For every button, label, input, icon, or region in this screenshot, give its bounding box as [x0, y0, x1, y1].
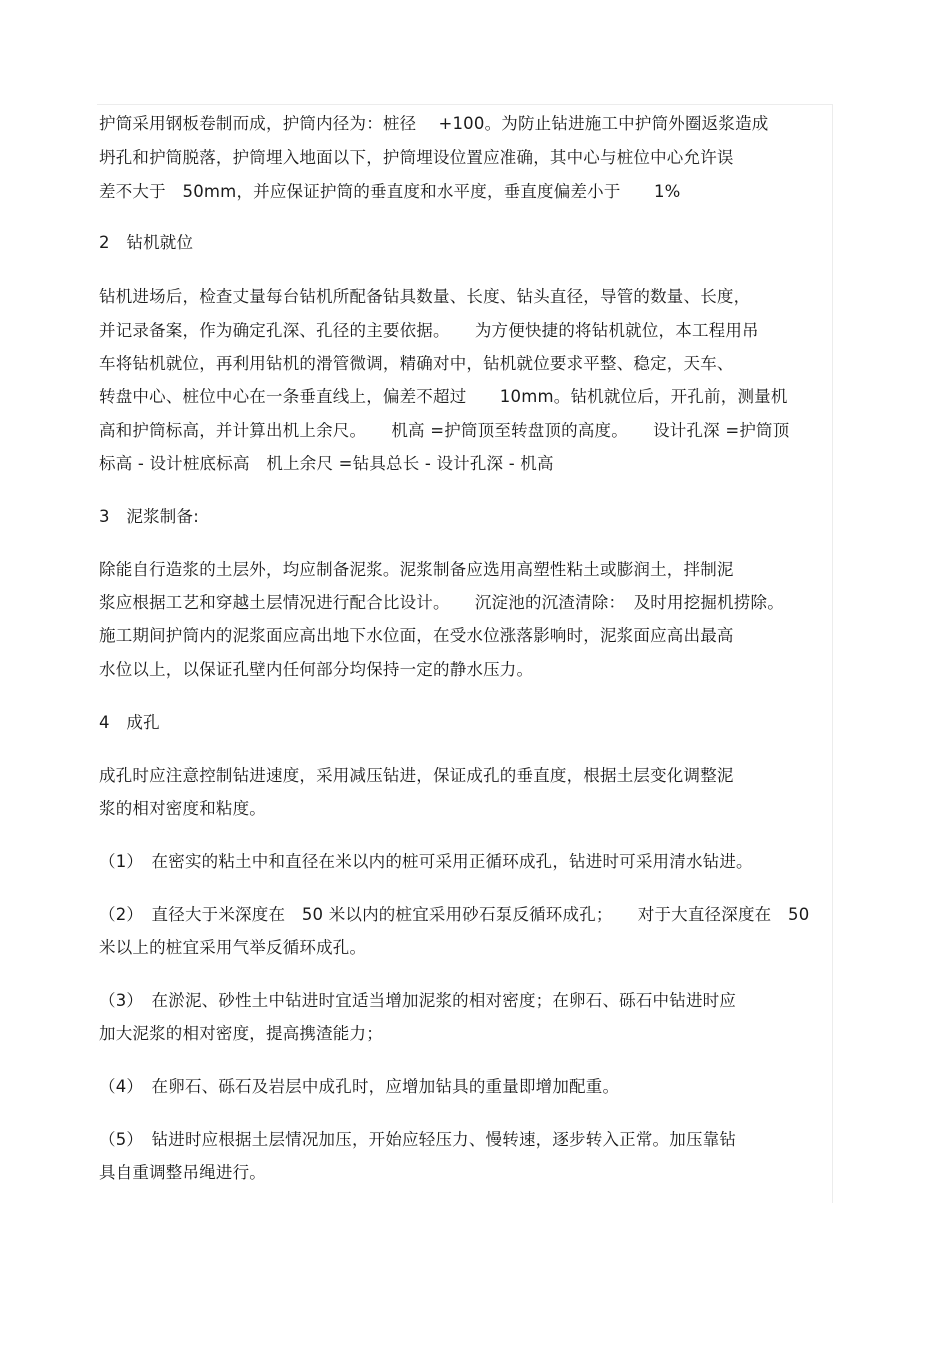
text-line: 差不大于 50mm，并应保证护筒的垂直度和水平度，垂直度偏差小于 1%: [99, 182, 681, 201]
section-heading: 3 泥浆制备:: [99, 507, 199, 526]
text-line: 具自重调整吊绳进行。: [99, 1163, 266, 1182]
list-item: （3） 在淤泥、砂性土中钻进时宜适当增加泥浆的相对密度；在卵石、砾石中钻进时应: [99, 991, 737, 1010]
section-heading: 4 成孔: [99, 713, 160, 732]
text-line: 护筒采用钢板卷制而成，护筒内径为：桩径 +100。为防止钻进施工中护筒外圈返浆造成: [99, 114, 769, 133]
text-line: 坍孔和护筒脱落，护筒埋入地面以下，护筒埋设位置应准确，其中心与桩位中心允许误: [99, 148, 734, 167]
list-item: （2） 直径大于米深度在 50 米以内的桩宜采用砂石泵反循环成孔； 对于大直径深度在 50: [99, 905, 810, 924]
text-line: 水位以上，以保证孔壁内任何部分均保持一定的静水压力。: [99, 660, 534, 679]
text-line: 并记录备案，作为确定孔深、孔径的主要依据。 为方便快捷的将钻机就位，本工程用吊: [99, 321, 759, 340]
list-item: （1） 在密实的粘土中和直径在米以内的桩可采用正循环成孔，钻进时可采用清水钻进。: [99, 852, 753, 871]
text-line: 施工期间护筒内的泥浆面应高出地下水位面，在受水位涨落影响时，泥浆面应高出最高: [99, 626, 734, 645]
text-line: 高和护筒标高，并计算出机上余尺。 机高 =护筒顶至转盘顶的高度。 设计孔深 =护筒顶: [99, 421, 790, 440]
text-line: 浆应根据工艺和穿越土层情况进行配合比设计。 沉淀池的沉渣清除： 及时用挖掘机捞除。: [99, 593, 784, 612]
section-heading: 2 钻机就位: [99, 233, 194, 252]
list-item: （4） 在卵石、砾石及岩层中成孔时，应增加钻具的重量即增加配重。: [99, 1077, 620, 1096]
list-item: （5） 钻进时应根据土层情况加压，开始应轻压力、慢转速，逐步转入正常。加压靠钻: [99, 1130, 737, 1149]
text-line: 除能自行造浆的土层外，均应制备泥浆。泥浆制备应选用高塑性粘土或膨润土，拌制泥: [99, 560, 734, 579]
text-line: 米以上的桩宜采用气举反循环成孔。: [99, 938, 367, 957]
text-line: 加大泥浆的相对密度，提高携渣能力；: [99, 1024, 383, 1043]
text-line: 标高 - 设计桩底标高 机上余尺 =钻具总长 - 设计孔深 - 机高: [99, 454, 554, 473]
text-line: 钻机进场后，检查丈量每台钻机所配备钻具数量、长度、钻头直径，导管的数量、长度，: [99, 287, 751, 306]
text-line: 转盘中心、桩位中心在一条垂直线上，偏差不超过 10mm。钻机就位后，开孔前，测量机: [99, 387, 788, 406]
text-line: 车将钻机就位，再利用钻机的滑管微调，精确对中，钻机就位要求平整、稳定，天车、: [99, 354, 734, 373]
text-line: 浆的相对密度和粘度。: [99, 799, 266, 818]
text-line: 成孔时应注意控制钻进速度，采用减压钻进，保证成孔的垂直度，根据土层变化调整泥: [99, 766, 734, 785]
